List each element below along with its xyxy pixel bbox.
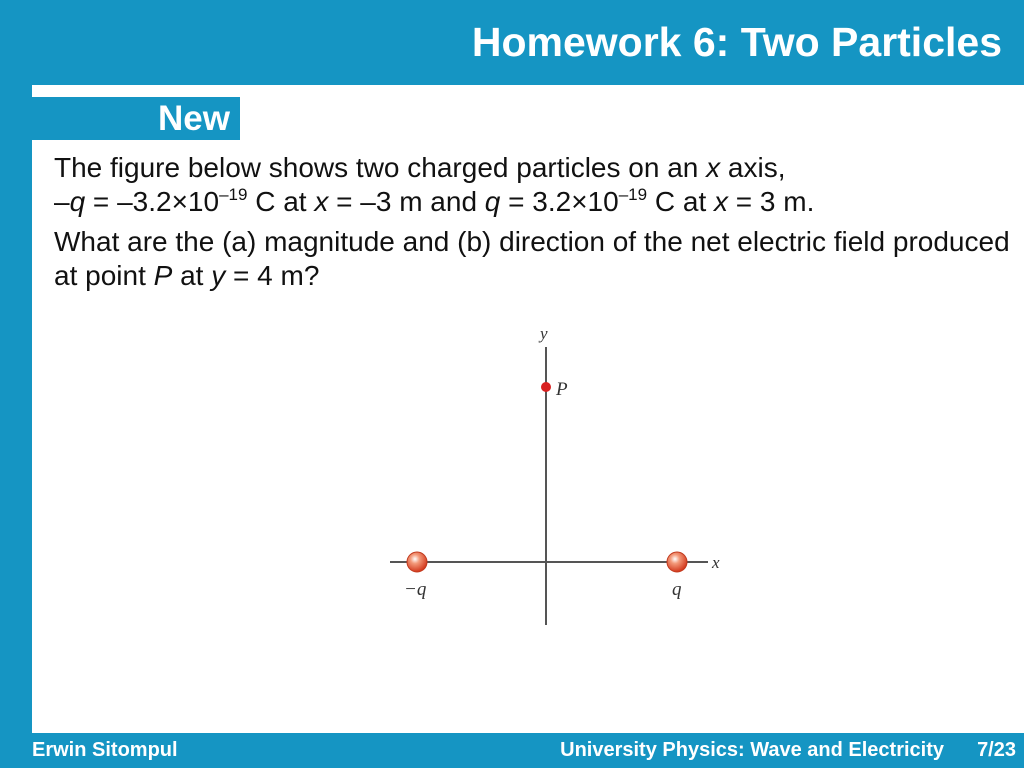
footer — [0, 733, 1024, 768]
question-text: What are the (a) magnitude and (b) direction of the net electric field produced at point — [54, 226, 1010, 291]
point-p-marker — [541, 382, 551, 392]
footer-author: Erwin Sitompul — [32, 739, 178, 761]
exponent: –19 — [618, 185, 648, 204]
var-q: q — [484, 186, 501, 217]
statement-text: axis, — [720, 152, 786, 183]
statement-text: The figure below shows two charged particles on an — [54, 152, 707, 183]
var-x: x — [714, 186, 729, 217]
var-y: y — [211, 260, 226, 291]
position-value: = –3 m and — [328, 186, 485, 217]
charge-value: = 3.2×10 — [500, 186, 619, 217]
charge-value: = –3.2×10 — [85, 186, 220, 217]
slide-title: Homework 6: Two Particles — [471, 19, 1002, 65]
footer-course-title: University Physics: Wave and Electricity — [560, 739, 944, 761]
var-q: q — [69, 186, 86, 217]
exponent: –19 — [219, 185, 248, 204]
var-x: x — [314, 186, 329, 217]
question-text: = 4 m? — [225, 260, 320, 291]
neg-sign: – — [54, 186, 70, 217]
neg-charge-label: −q — [404, 579, 427, 600]
charge-figure — [32, 85, 1024, 733]
question-text: at — [172, 260, 212, 291]
x-axis-label: x — [712, 553, 720, 572]
neg-charge-particle — [407, 552, 427, 572]
statement-text: C at — [247, 186, 315, 217]
content-area — [32, 85, 1024, 733]
var-x: x — [706, 152, 721, 183]
position-value: = 3 m. — [728, 186, 815, 217]
var-P: P — [153, 260, 173, 291]
y-axis-label: y — [540, 324, 548, 343]
page-number: 7/23 — [977, 739, 1016, 761]
point-p-label: P — [556, 379, 568, 400]
statement-text: C at — [647, 186, 715, 217]
pos-charge-particle — [667, 552, 687, 572]
pos-charge-label: q — [672, 579, 682, 600]
new-tag: New — [32, 97, 240, 140]
